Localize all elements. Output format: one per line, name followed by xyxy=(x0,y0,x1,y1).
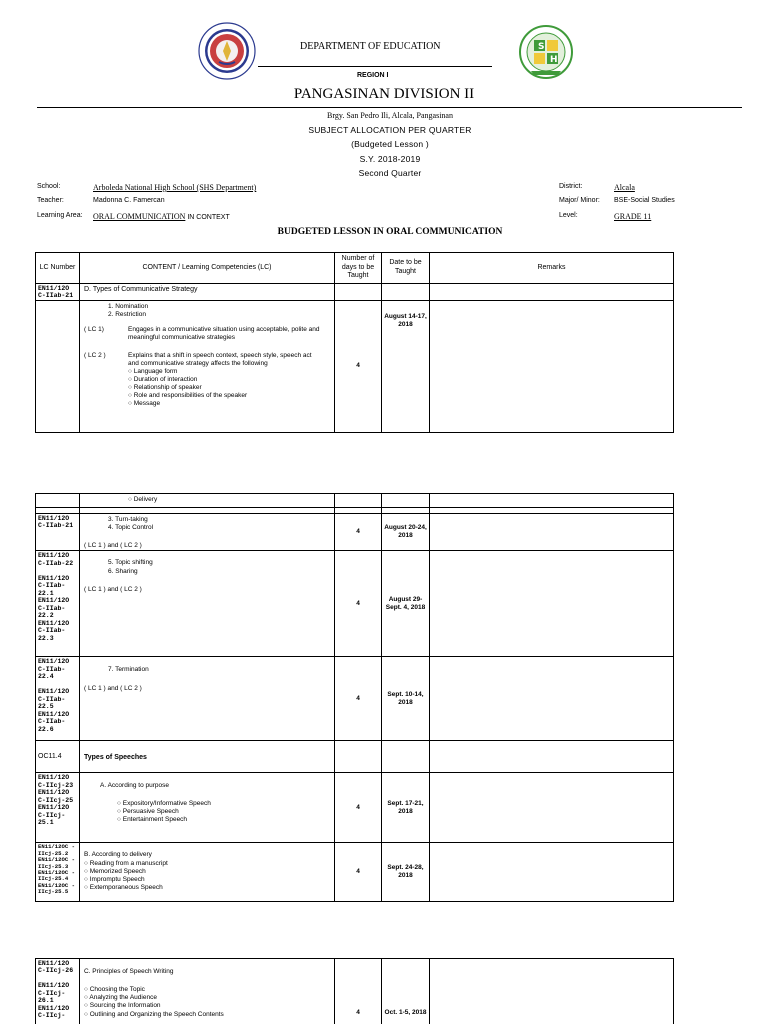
days-cell xyxy=(335,494,382,508)
teacher-label: Teacher: xyxy=(37,197,64,204)
list-heading: C. Principles of Speech Writing xyxy=(84,968,174,975)
list-item: 7. Termination xyxy=(108,666,149,674)
header-date: Date to be Taught xyxy=(382,253,430,284)
district-value: Alcala xyxy=(614,183,635,192)
remarks-cell xyxy=(430,959,674,1024)
lc-number-cell: OC11.4 xyxy=(36,741,80,773)
lc-reference: ( LC 1 ) and ( LC 2 ) xyxy=(84,542,142,550)
budget-table-1 xyxy=(35,252,674,433)
days-cell xyxy=(335,284,382,301)
district-label: District: xyxy=(559,183,583,190)
school-year: S.Y. 2018-2019 xyxy=(359,154,421,164)
budget-table-2 xyxy=(35,493,674,902)
region-label: REGION I xyxy=(357,72,389,79)
content-cell xyxy=(80,514,335,551)
lc-number-cell: EN11/12O C-IIab-21 xyxy=(36,284,80,301)
list-item: ○ Entertainment Speech xyxy=(117,815,188,823)
table-row xyxy=(36,551,674,657)
list-heading: A. According to purpose xyxy=(100,782,170,790)
content-cell xyxy=(80,301,335,433)
days-cell: 4 xyxy=(335,773,382,843)
table-row xyxy=(36,284,674,301)
lc-number-cell: EN11/12O C-IIcj-23 EN11/12O C-IIcj-25 EN11/12O C-IIcj-25.1 xyxy=(36,773,80,843)
date-cell xyxy=(382,494,430,508)
remarks-cell xyxy=(430,514,674,551)
remarks-cell xyxy=(430,843,674,902)
list-item: 2. Restriction xyxy=(108,311,146,319)
table-3-viewport xyxy=(0,958,768,1024)
list-item: ○ Choosing the Topic xyxy=(84,986,145,994)
content-cell xyxy=(80,959,335,1024)
list-item: ○ Role and responsibilities of the speaker xyxy=(128,392,248,400)
lc-number-cell: EN11/12O C-IIab-22 EN11/12O C-IIab-22.1 EN11/12O C-IIab-22.2 EN11/12O C-IIab-22.3 xyxy=(36,551,80,657)
lc-number-cell: EN11/12O C-IIab-22.4 EN11/12O C-IIab-22.5 EN11/12O C-IIab-22.6 xyxy=(36,657,80,741)
remarks-cell xyxy=(430,284,674,301)
content-cell xyxy=(80,843,335,902)
list-item: ○ Memorized Speech xyxy=(84,867,146,875)
budgeted-lesson-title: (Budgeted Lesson ) xyxy=(351,139,429,149)
list-item: ○ Delivery xyxy=(128,496,158,503)
table-row xyxy=(36,959,674,1024)
lc2-text: Explains that a shift in speech context, speech style, speech act and communicative strategy affects the following xyxy=(128,351,312,367)
deped-seal xyxy=(198,22,256,80)
content-cell xyxy=(80,494,335,508)
list-item: ○ Expository/Informative Speech xyxy=(117,799,211,807)
list-item: ○ Outlining and Organizing the Speech Contents xyxy=(84,1010,224,1018)
list-item: 6. Sharing xyxy=(108,567,138,575)
remarks-cell xyxy=(430,494,674,508)
days-cell: 4 xyxy=(335,657,382,741)
lc2-entry xyxy=(84,352,331,368)
list-heading: B. According to delivery xyxy=(84,851,152,859)
table-row xyxy=(36,843,674,902)
lc1-key: ( LC 1) xyxy=(84,326,104,334)
days-cell: 4 xyxy=(335,843,382,902)
learning-area-suffix: IN CONTEXT xyxy=(187,214,230,221)
list-item: ○ Message xyxy=(128,400,161,408)
school-label: School: xyxy=(37,183,61,190)
address: Brgy. San Pedro Ili, Alcala, Pangasinan xyxy=(327,111,453,120)
date-cell: Sept. 24-28, 2018 xyxy=(382,843,430,902)
list-item: ○ Relationship of speaker xyxy=(128,384,202,391)
remarks-cell xyxy=(430,773,674,843)
header-days: Number of days to be Taught xyxy=(335,253,382,284)
school-value: Arboleda National High School (SHS Department) xyxy=(93,183,257,192)
header-content: CONTENT / Learning Competencies (LC) xyxy=(80,253,335,284)
table-row xyxy=(36,301,674,433)
date-cell: Sept. 10-14, 2018 xyxy=(382,657,430,741)
remarks-cell xyxy=(430,741,674,773)
date-cell: August 20-24, 2018 xyxy=(382,514,430,551)
table-header-row xyxy=(36,253,674,284)
learning-area-name: ORAL COMMUNICATION xyxy=(93,212,186,221)
list-item: 5. Topic shifting xyxy=(108,559,153,567)
department-underline xyxy=(258,66,492,67)
lc-number-cell xyxy=(36,494,80,508)
learning-area-label: Learning Area: xyxy=(37,212,83,219)
table-row xyxy=(36,773,674,843)
list-item: 3. Turn-taking xyxy=(108,516,148,523)
budget-table-3 xyxy=(35,958,674,1024)
table-row xyxy=(36,514,674,551)
lc-number-cell xyxy=(36,301,80,433)
school-logo xyxy=(519,25,573,79)
table-row xyxy=(36,741,674,773)
date-cell: Oct. 1-5, 2018 xyxy=(382,959,430,1024)
lc-number-cell: EN11/12O C-IIcj-26 EN11/12O C-IIcj-26.1 EN11/12O C-IIcj- xyxy=(36,959,80,1024)
list-item: 4. Topic Control xyxy=(108,524,154,532)
lc2-key: ( LC 2 ) xyxy=(84,351,106,359)
list-item: ○ Analyzing the Audience xyxy=(84,994,157,1002)
date-cell xyxy=(382,284,430,301)
content-cell xyxy=(80,551,335,657)
table-row xyxy=(36,657,674,741)
content-cell: Types of Speeches xyxy=(80,741,335,773)
remarks-cell xyxy=(430,551,674,657)
table-row xyxy=(36,494,674,508)
list-item: 1. Nomination xyxy=(108,303,149,310)
list-item: ○ Impromptu Speech xyxy=(84,875,145,883)
level-label: Level: xyxy=(559,212,578,219)
lc-reference: ( LC 1 ) and ( LC 2 ) xyxy=(84,684,142,692)
lc-number-cell: EN11/12O C-IIab-21 xyxy=(36,514,80,551)
list-item: ○ Duration of interaction xyxy=(128,375,198,383)
list-item: ○ Language form xyxy=(128,367,178,375)
days-cell xyxy=(335,741,382,773)
subject-allocation-title: SUBJECT ALLOCATION PER QUARTER xyxy=(308,125,472,135)
svg-text:H: H xyxy=(550,55,558,65)
content-cell xyxy=(80,657,335,741)
lc-number-cell: EN11/12OC -IIcj-25.2 EN11/12OC -IIcj-25.3 EN11/12OC -IIcj-25.4 EN11/12OC -IIcj-25.5 xyxy=(36,843,80,902)
svg-text:S: S xyxy=(538,42,545,52)
level-value: GRADE 11 xyxy=(614,212,652,221)
content-cell: D. Types of Communicative Strategy xyxy=(80,284,335,301)
header-remarks: Remarks xyxy=(430,253,674,284)
days-cell: 4 xyxy=(335,514,382,551)
learning-area-value xyxy=(93,212,230,221)
quarter: Second Quarter xyxy=(358,168,422,178)
header-lc-number: LC Number xyxy=(36,253,80,284)
list-item: ○ Reading from a manuscript xyxy=(84,859,168,867)
lc1-text: Engages in a communicative situation using acceptable, polite and meaningful communicative strategies xyxy=(128,326,320,342)
days-cell: 4 xyxy=(335,959,382,1024)
date-cell: Sept. 17-21, 2018 xyxy=(382,773,430,843)
date-cell: August 29-Sept. 4, 2018 xyxy=(382,551,430,657)
list-item: ○ Sourcing the Information xyxy=(84,1002,161,1010)
teacher-value: Madonna C. Famercan xyxy=(93,197,165,204)
major-label: Major/ Minor: xyxy=(559,197,600,204)
lc-reference: ( LC 1 ) and ( LC 2 ) xyxy=(84,585,142,593)
days-cell: 4 xyxy=(335,301,382,433)
remarks-cell xyxy=(430,301,674,433)
budget-title: BUDGETED LESSON IN ORAL COMMUNICATION xyxy=(277,227,503,237)
remarks-cell xyxy=(430,657,674,741)
lc1-entry xyxy=(84,326,331,342)
division-title: PANGASINAN DIVISION II xyxy=(293,86,475,102)
date-cell xyxy=(382,741,430,773)
date-cell: August 14-17, 2018 xyxy=(382,301,430,433)
department-name: DEPARTMENT OF EDUCATION xyxy=(300,41,441,52)
content-cell xyxy=(80,773,335,843)
major-value: BSE-Social Studies xyxy=(614,197,675,204)
list-item: ○ Persuasive Speech xyxy=(117,807,179,815)
list-item: ○ Extemporaneous Speech xyxy=(84,883,163,891)
header-rule xyxy=(37,107,742,108)
days-cell: 4 xyxy=(335,551,382,657)
